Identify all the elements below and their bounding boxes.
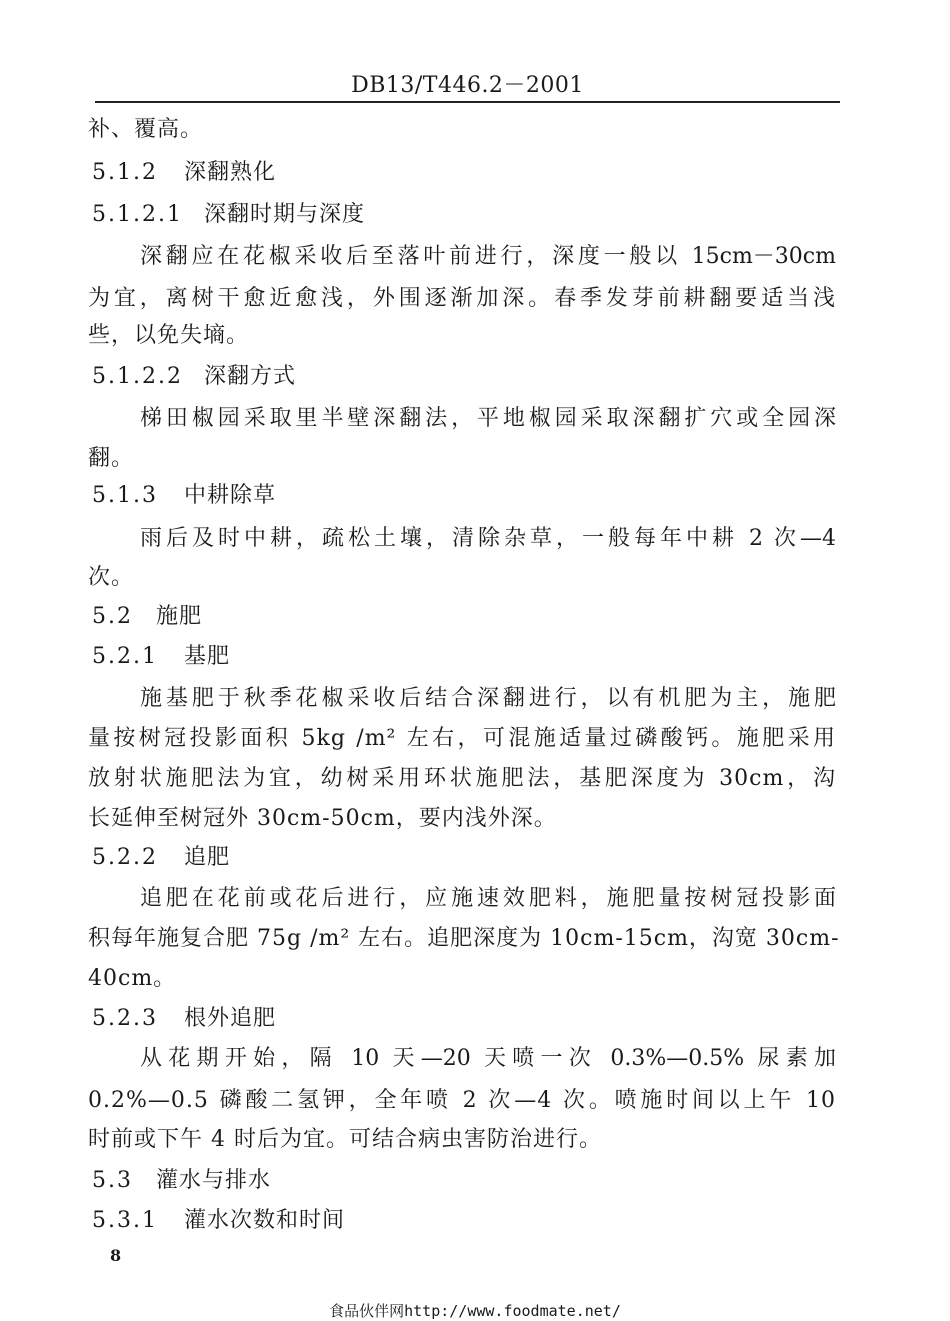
section-title: 根外追肥 (184, 1006, 277, 1031)
section-heading-5-2-3 (92, 1004, 276, 1034)
section-title: 灌水与排水 (156, 1168, 272, 1193)
section-number: 5.3.1 (92, 1208, 158, 1233)
text-line-continued: 补、覆高。 (88, 117, 204, 142)
section-title: 深翻熟化 (184, 160, 277, 185)
section-heading-5-2 (92, 602, 202, 632)
paragraph-line: 40cm。 (88, 966, 177, 991)
section-number: 5.1.2.2 (92, 364, 183, 389)
section-title: 施肥 (156, 604, 203, 629)
section-number: 5.2 (92, 604, 133, 629)
paragraph-line: 雨后及时中耕，疏松土壤，清除杂草，一般每年中耕 2 次—4 (140, 526, 836, 551)
paragraph-line: 长延伸至树冠外 30cm-50cm，要内浅外深。 (88, 806, 557, 831)
section-number: 5.2.3 (92, 1006, 158, 1031)
paragraph-line: 次。 (88, 565, 135, 590)
section-heading-5-1-2-1 (92, 200, 365, 230)
paragraph-line: 积每年施复合肥 75g /m² 左右。追肥深度为 10cm-15cm，沟宽 30cm- (88, 926, 840, 951)
page-number: 8 (110, 1246, 122, 1265)
paragraph-line: 0.2%—0.5 磷酸二氢钾，全年喷 2 次—4 次。喷施时间以上午 10 (88, 1088, 836, 1113)
header-divider (95, 101, 840, 103)
section-number: 5.2.1 (92, 644, 158, 669)
section-heading-5-2-2 (92, 843, 230, 873)
section-heading-5-3-1 (92, 1206, 345, 1236)
paragraph-line: 时前或下午 4 时后为宜。可结合病虫害防治进行。 (88, 1127, 602, 1152)
section-heading-5-2-1 (92, 642, 230, 672)
section-heading-5-1-2 (92, 158, 276, 188)
paragraph-line: 从花期开始，隔 10 天—20 天喷一次 0.3%—0.5% 尿素加 (140, 1046, 836, 1071)
section-title: 深翻时期与深度 (204, 202, 366, 227)
paragraph-line: 梯田椒园采取里半壁深翻法，平地椒园采取深翻扩穴或全园深 (140, 406, 836, 431)
section-number: 5.2.2 (92, 845, 158, 870)
paragraph-line: 翻。 (88, 446, 135, 471)
paragraph-line: 为宜，离树干愈近愈浅，外围逐渐加深。春季发芽前耕翻要适当浅 (88, 286, 836, 311)
section-title: 深翻方式 (204, 364, 297, 389)
paragraph-line: 深翻应在花椒采收后至落叶前进行，深度一般以 15cm－30cm (140, 244, 836, 269)
section-number: 5.1.2.1 (92, 202, 183, 227)
section-number: 5.1.3 (92, 483, 158, 508)
section-title: 中耕除草 (184, 483, 277, 508)
document-number-header: DB13/T446.2－2001 (351, 73, 584, 98)
paragraph-line: 追肥在花前或花后进行，应施速效肥料，施肥量按树冠投影面 (140, 886, 836, 911)
paragraph-line: 放射状施肥法为宜，幼树采用环状施肥法，基肥深度为 30cm，沟 (88, 766, 836, 791)
section-heading-5-1-2-2 (92, 362, 296, 392)
section-title: 追肥 (184, 845, 231, 870)
section-title: 灌水次数和时间 (184, 1208, 346, 1233)
section-heading-5-3 (92, 1166, 271, 1196)
paragraph-line: 施基肥于秋季花椒采收后结合深翻进行，以有机肥为主，施肥 (140, 686, 836, 711)
section-number: 5.3 (92, 1168, 133, 1193)
watermark-footer: 食品伙伴网http://www.foodmate.net/ (329, 1302, 621, 1320)
section-number: 5.1.2 (92, 160, 158, 185)
paragraph-line: 些，以免失墒。 (88, 323, 250, 348)
paragraph-line: 量按树冠投影面积 5kg /m² 左右，可混施适量过磷酸钙。施肥采用 (88, 726, 836, 751)
section-heading-5-1-3 (92, 481, 276, 511)
section-title: 基肥 (184, 644, 231, 669)
